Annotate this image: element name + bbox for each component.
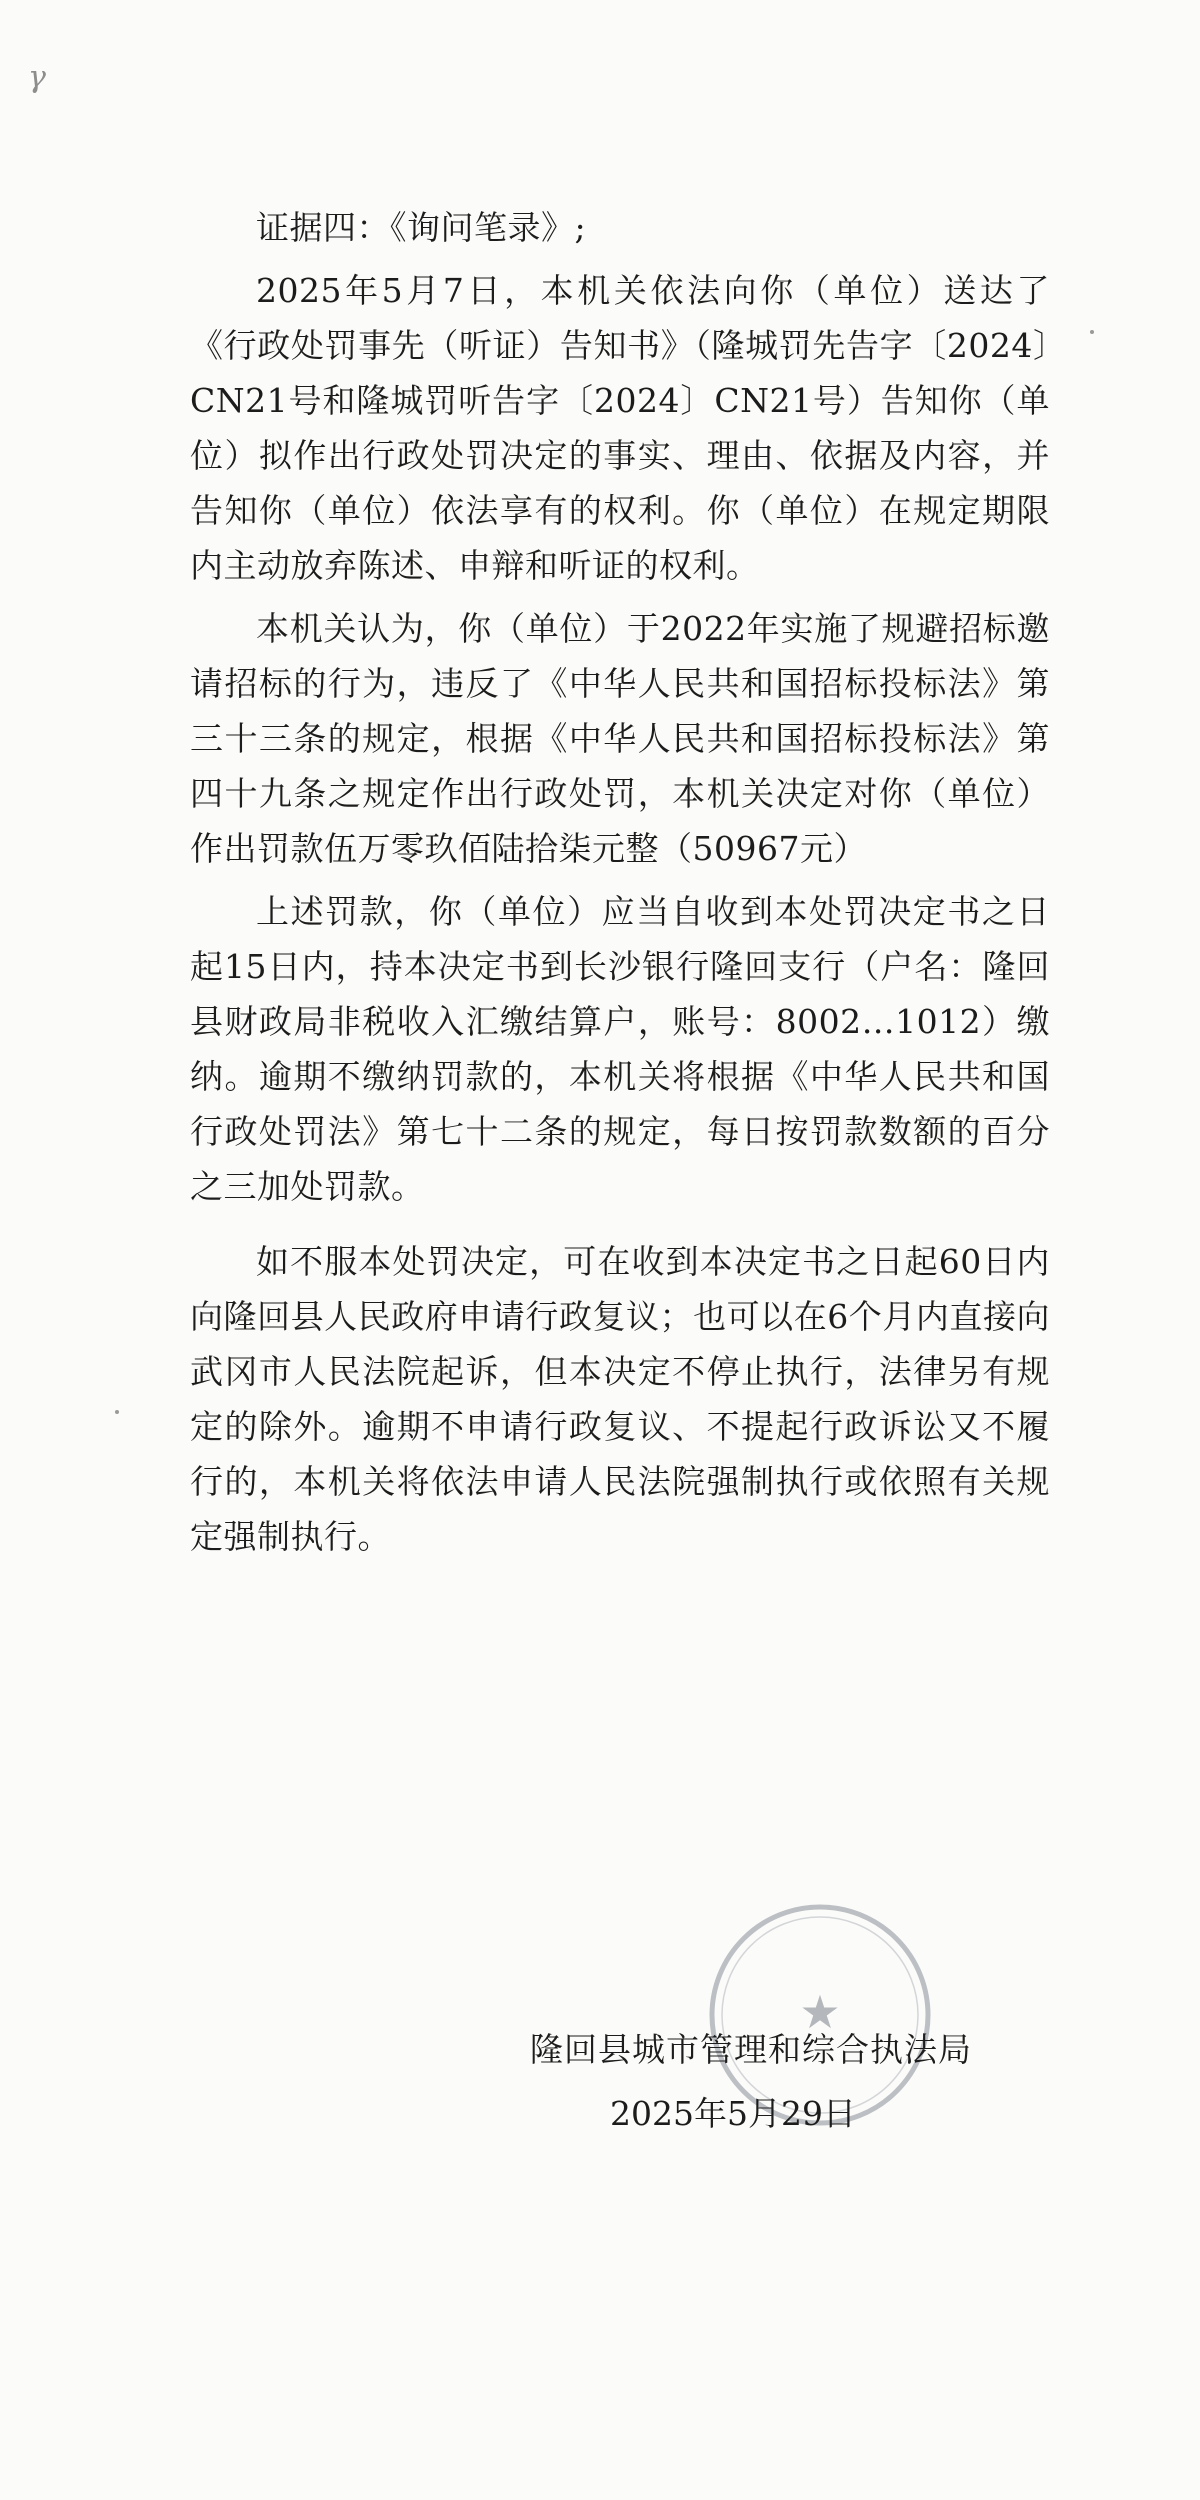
scan-speck bbox=[115, 1410, 119, 1414]
paragraph-appeal: 如不服本处罚决定，可在收到本决定书之日起60日内向隆回县人民政府申请行政复议；也可以在6个月内直接向武冈市人民法院起诉，但本决定不停止执行，法律另有规定的除外。逾期不申请行政复议、不提起行政诉讼又不履行的，本机关将依法申请人民法院强制执行或依照有关规定强制执行。 bbox=[190, 1242, 1050, 1556]
paragraph-evidence: 证据四：《询问笔录》; bbox=[256, 208, 587, 247]
issue-date: 2025年5月29日 bbox=[610, 2094, 856, 2133]
signature-block bbox=[530, 2020, 1010, 2144]
paragraph-decision: 本机关认为，你（单位）于2022年实施了规避招标邀请招标的行为，违反了《中华人民共和国招标投标法》第三十三条的规定，根据《中华人民共和国招标投标法》第四十九条之规定作出行政处罚，本机关决定对你（单位）作出罚款伍万零玖佰陆拾柒元整（50967元） bbox=[190, 609, 1050, 868]
paragraph-payment: 上述罚款，你（单位）应当自收到本处罚决定书之日起15日内，持本决定书到长沙银行隆回支行（户名：隆回县财政局非税收入汇缴结算户，账号：8002…1012）缴纳。逾期不缴纳罚款的，本机关将根据《中华人民共和国行政处罚法》第七十二条的规定，每日按罚款数额的百分之三加处罚款。 bbox=[190, 892, 1050, 1206]
scan-speck bbox=[1090, 330, 1094, 334]
seal-star: ★ bbox=[799, 1985, 841, 2039]
margin-mark: γ bbox=[28, 60, 46, 95]
issuing-authority: 隆回县城市管理和综合执法局 bbox=[530, 2030, 972, 2069]
paragraph-notice: 2025年5月7日，本机关依法向你（单位）送达了《行政处罚事先（听证）告知书》（隆城罚先告字〔2024〕CN21号和隆城罚听告字〔2024〕CN21号）告知你（单位）拟作出行政处罚决定的事实、理由、依据及内容，并告知你（单位）依法享有的权利。你（单位）在规定期限内主动放弃陈述、申辩和听证的权利。 bbox=[190, 271, 1050, 585]
document-body bbox=[190, 200, 1050, 1564]
